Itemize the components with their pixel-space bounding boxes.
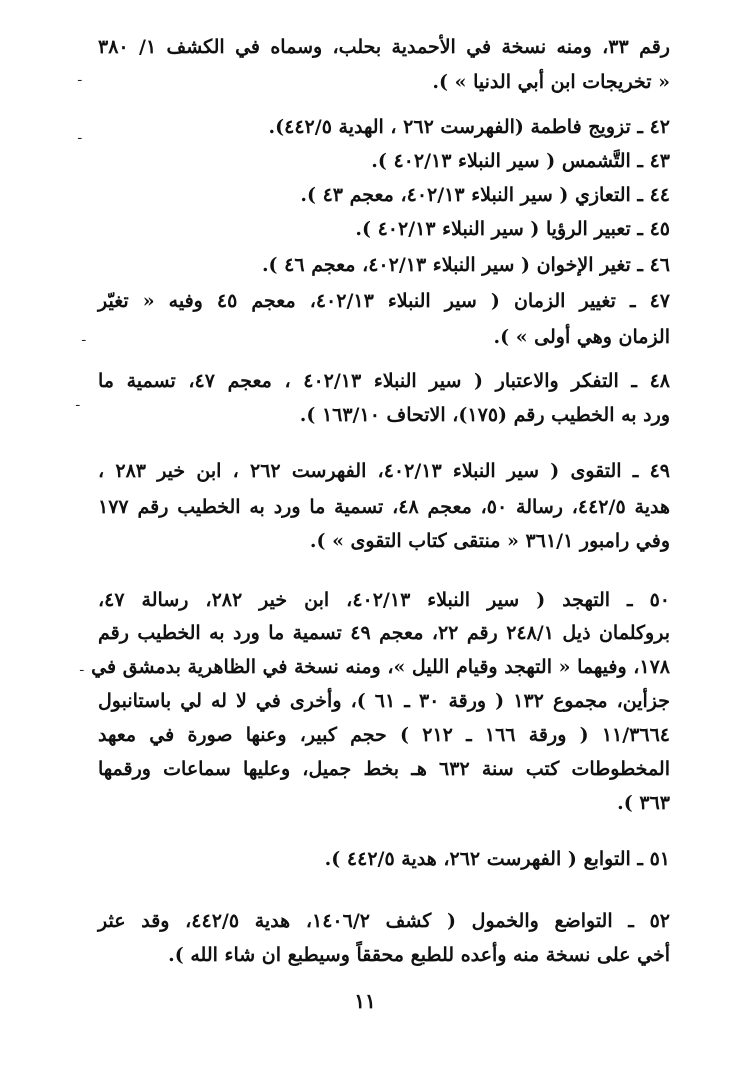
text-line: رقم ٣٣، ومنه نسخة في الأحمدية بحلب، وسماه في الكشف ١/ ٣٨٠ (98, 36, 670, 58)
entry-44: ٤٤ ـ التعازي ( سير النبلاء ٤٠٢/١٣، معجم ٤٣ ). (300, 184, 670, 206)
margin-mark: ـ (82, 330, 86, 344)
text-line: « تخريجات ابن أبي الدنيا » ). (432, 71, 670, 93)
page-number: ١١ (354, 989, 376, 1013)
entry-49: ٤٩ ـ التقوى ( سير النبلاء ٤٠٢/١٣، الفهرست ٢٦٢ ، ابن خير ٢٨٣ ، (98, 460, 671, 482)
text-line: أخي على نسخة منه وأعده للطبع محققاً وسيطبع ان شاء الله ). (168, 944, 670, 966)
entry-42: ٤٢ ـ تزويج فاطمة (الفهرست ٢٦٢ ، الهدية ٤٤٢/٥). (268, 116, 670, 138)
text-line: هدية ٤٤٢/٥، رسالة ٥٠، معجم ٤٨، تسمية ما ورد به الخطيب رقم ١٧٧ (98, 496, 670, 518)
text-line: بروكلمان ذيل ٢٤٨/١ رقم ٢٢، معجم ٤٩ تسمية ما ورد به الخطيب رقم (98, 622, 670, 644)
margin-mark: ـ (80, 660, 84, 674)
margin-mark: ـ (76, 395, 80, 409)
entry-47: ٤٧ ـ تغيير الزمان ( سير النبلاء ٤٠٢/١٣، معجم ٤٥ وفيه « تغيّر (98, 290, 670, 312)
text-line: الزمان وهي أولى » ). (493, 326, 670, 348)
entry-48: ٤٨ ـ التفكر والاعتبار ( سير النبلاء ٤٠٢/١٣ ، معجم ٤٧، تسمية ما (98, 370, 671, 392)
text-line: ٣٦٣ ). (617, 792, 670, 814)
text-line: المخطوطات كتب سنة ٦٣٢ هـ بخط جميل، وعليها سماعات ورقمها (98, 758, 671, 780)
text-line: ورد به الخطيب رقم (١٧٥)، الاتحاف ١٦٣/١٠ ). (299, 404, 670, 426)
margin-mark: ـ (78, 128, 82, 142)
entry-50: ٥٠ ـ التهجد ( سير النبلاء ٤٠٢/١٣، ابن خير ٢٨٢، رسالة ٤٧، (98, 589, 670, 611)
entry-46: ٤٦ ـ تغير الإخوان ( سير النبلاء ٤٠٢/١٣، معجم ٤٦ ). (261, 254, 670, 276)
entry-51: ٥١ ـ التوابع ( الفهرست ٢٦٢، هدية ٤٤٢/٥ ). (324, 848, 670, 870)
margin-mark: ـ (78, 70, 82, 84)
entry-43: ٤٣ ـ التَّشمس ( سير النبلاء ٤٠٢/١٣ ). (371, 150, 670, 172)
entry-52: ٥٢ ـ التواضع والخمول ( كشف ١٤٠٦/٢، هدية ٤٤٢/٥، وقد عثر (98, 910, 670, 932)
text-line: جزأين، مجموع ١٣٢ ( ورقة ٣٠ ـ ٦١ )، وأخرى في لا له لي باستانبول (98, 690, 670, 712)
entry-45: ٤٥ ـ تعبير الرؤيا ( سير النبلاء ٤٠٢/١٣ ). (355, 218, 670, 240)
text-line: ١٧٨، وفيهما « التهجد وقيام الليل »، ومنه نسخة في الظاهرية بدمشق في (91, 656, 670, 678)
text-line: وفي رامبور ٣٦١/١ « منتقى كتاب التقوى » ). (309, 530, 670, 552)
text-line: ١١/٣٦٦٤ ( ورقة ١٦٦ ـ ٢١٢ ) حجم كبير، وعنها صورة في معهد (98, 724, 670, 746)
